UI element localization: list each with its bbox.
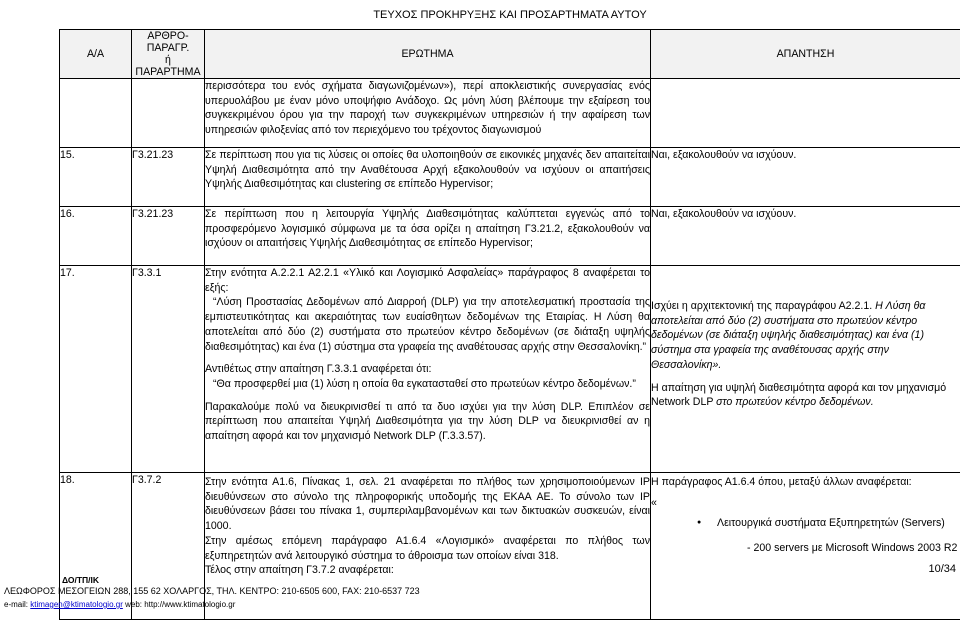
row-number: 18. (60, 473, 132, 620)
question-paragraph: Στην αμέσως επόμενη παράγραφο Α1.6.4 «Λογισμικό» αναφέρεται πο πλήθος των εξυπηρετητών ανά λειτουργικό σύστημα το άθροισμα των οποίων είναι 318. (205, 534, 650, 563)
col-answer-header: ΑΠΑΝΤΗΣΗ (651, 30, 960, 79)
row-reference: Γ3.7.2 (132, 473, 205, 620)
row-number: 17. (60, 266, 132, 473)
answer-text: Ισχύει η αρχιτεκτονική της παραγράφου Α2.2.1. (651, 300, 872, 312)
question-text: περισσότερα του ενός σχήματα διαγωνιζομένων»), περί αποκλειστικής συνεργασίας ενός υπερυολάβου με έναν μόνο υποψήφιο Ανάδοχο. Ως μόνη λύση βλέπουμε την εξαίρεση του συγκεκριμένου όρου για την παροχή των συγκεκριμένων υπηρεσιών ή την αφαίρεση των υπηρεσιών φιλοξενίας από τον περιεχόμενο του τρέχοντος διαγωνισμού (205, 79, 650, 138)
table-row (60, 207, 960, 266)
answer-cell (651, 266, 960, 473)
question-cell (205, 79, 651, 148)
col-article-header (132, 30, 205, 79)
question-cell (205, 266, 651, 473)
answer-paragraph (651, 381, 960, 410)
footer-contact (4, 600, 235, 609)
col-question-header: ΕΡΩΤΗΜΑ (205, 30, 651, 79)
question-paragraph: Στην ενότητα Α.2.2.1 Α2.2.1 «Υλικό και Λογισμικό Ασφαλείας» παράγραφος 8 αναφέρεται το εξής: (205, 266, 650, 295)
web-link[interactable]: web: http://www.ktimatologio.gr (125, 600, 235, 609)
answer-quote: Η Λύση θα αποτελείται από δύο (2) συστήματα στο πρωτεύον κέντρο δεδομένων (σε διάταξη υψηλής διαθεσιμότητας) και ένα (1) σύστημα στα γραφεία της αναθέτουσας αρχής στην Θεσσαλονίκη». (651, 300, 925, 371)
row-reference: Γ3.3.1 (132, 266, 205, 473)
question-cell (205, 473, 651, 620)
document-title: ΤΕΥΧΟΣ ΠΡΟΚΗΡΥΞΗΣ ΚΑΙ ΠΡΟΣΑΡΤΗΜΑΤΑ ΑΥΤΟΥ (60, 9, 960, 21)
answer-cell: Ναι, εξακολουθούν να ισχύουν. (651, 148, 960, 207)
question-paragraph: Στην ενότητα Α1.6, Πίνακας 1, σελ. 21 αναφέρεται πο πλήθος των χρησιμοποιούμενων IP διευθύνσεων στο σύνολο της πληροφορικής υποδομής της ΕΚΑΑ ΑΕ. Το σύνολο των IP διευθύνσεων βάσει του πίνακα 1, συμπεριλαμβανομένων και των δικτυακών συσκευών, είναι 1000. (205, 475, 650, 534)
table-row (60, 148, 960, 207)
bullet-item: ● Λειτουργικά συστήματα Εξυπηρετητών (Servers) (651, 516, 960, 531)
col-article-line1: ΑΡΘΡΟ-ΠΑΡΑΓΡ. (132, 30, 204, 54)
row-number: 16. (60, 207, 132, 266)
answer-paragraph: Η παράγραφος Α1.6.4 όπου, μεταξύ άλλων αναφέρεται: (651, 475, 960, 490)
qa-table (59, 29, 960, 620)
question-cell: Σε περίπτωση που για τις λύσεις οι οποίες θα υλοποιηθούν σε εικονικές μηχανές δεν απαιτείται Υψηλή Διαθεσιμότητα από την Αναθέτουσα Αρχή εξακολουθούν να ισχύουν οι απαιτήσεις Υψηλής Διαθεσιμότητας και clustering σε επίπεδο Hypervisor; (205, 148, 651, 207)
answer-cell (651, 473, 960, 620)
answer-quote-open: « (651, 496, 960, 511)
header-row (60, 30, 960, 79)
row-number: 15. (60, 148, 132, 207)
col-article-line2: ή (132, 54, 204, 66)
col-aa-header: Α/Α (60, 30, 132, 79)
col-article-line3: ΠΑΡΑΡΤΗΜΑ (132, 66, 204, 78)
row-reference: Γ3.21.23 (132, 148, 205, 207)
question-paragraph: Αντιθέτως στην απαίτηση Γ.3.3.1 αναφέρεται ότι: (205, 362, 650, 377)
answer-paragraph (651, 299, 960, 373)
answer-quote: στο πρωτεύον κέντρο δεδομένων. (716, 396, 873, 408)
footer-dept: ΔΟ/ΤΠ/ΙΚ (62, 575, 362, 585)
dash-item: - 200 servers με Microsoft Windows 2003 R2 (651, 541, 960, 556)
answer-text: Η απαίτηση για υψηλή διαθεσιμότητα αφορά και τον μηχανισμό Network DLP (651, 382, 946, 409)
question-paragraph: Παρακαλούμε πολύ να διευκρινισθεί τι από τα δυο ισχύει για την λύση DLP. Επιπλέον σε περίπτωση που απαιτείται Υψηλή Διαθεσιμότητα για την λύση DLP να διευκρινισθεί αν η απαίτηση αφορά και τον μηχανισμό Network DLP (Γ.3.3.57). (205, 400, 650, 444)
answer-cell: Ναι, εξακολουθούν να ισχύουν. (651, 207, 960, 266)
email-label: e-mail: (4, 600, 28, 609)
question-cell: Σε περίπτωση που η λειτουργία Υψηλής Διαθεσιμότητας καλύπτεται εγγενώς από το προσφερόμενο λογισμικό σύμφωνα με τα όσα ορίζει η απαίτηση Γ3.21.2, εξακολουθούν να ισχύουν οι απαιτήσεις Υψηλής Διαθεσιμότητας σε επίπεδο Hypervisor; (205, 207, 651, 266)
footer-address: ΛΕΩΦΟΡΟΣ ΜΕΣΟΓΕΙΩΝ 288, 155 62 ΧΟΛΑΡΓΟΣ, ΤΗΛ. ΚΕΝΤΡΟ: 210-6505 600, FAX: 210-6537 723 (4, 586, 420, 596)
table-row (60, 79, 960, 148)
question-quote: “Λύση Προστασίας Δεδομένων από Διαρροή (DLP) για την αποτελεσματική προστασία της εμπιστευτικότητας και ακεραιότητας των ευαίσθητων δεδομένων της Εταιρίας. Η Λύση θα αποτελείται από δύο (2) συστήματα στο πρωτεύον κέντρο δεδομένων (σε διάταξη υψηλής διαθεσιμότητας) και ένα (1) σύστημα στα γραφεία της αναθέτουσας αρχής στην Θεσσαλονίκη.” (205, 295, 650, 354)
row-reference: Γ3.21.23 (132, 207, 205, 266)
page-number: 10/34 (928, 563, 956, 575)
question-paragraph: Τέλος στην απαίτηση Γ3.7.2 αναφέρεται: (205, 563, 650, 578)
email-link[interactable]: ktimagen@ktimatologio.gr (30, 600, 123, 609)
question-quote: “Θα προσφερθεί μια (1) λύση η οποία θα εγκατασταθεί στο πρωτεύων κέντρο δεδομένων.” (205, 377, 650, 392)
table-row (60, 266, 960, 473)
table-row (60, 473, 960, 620)
